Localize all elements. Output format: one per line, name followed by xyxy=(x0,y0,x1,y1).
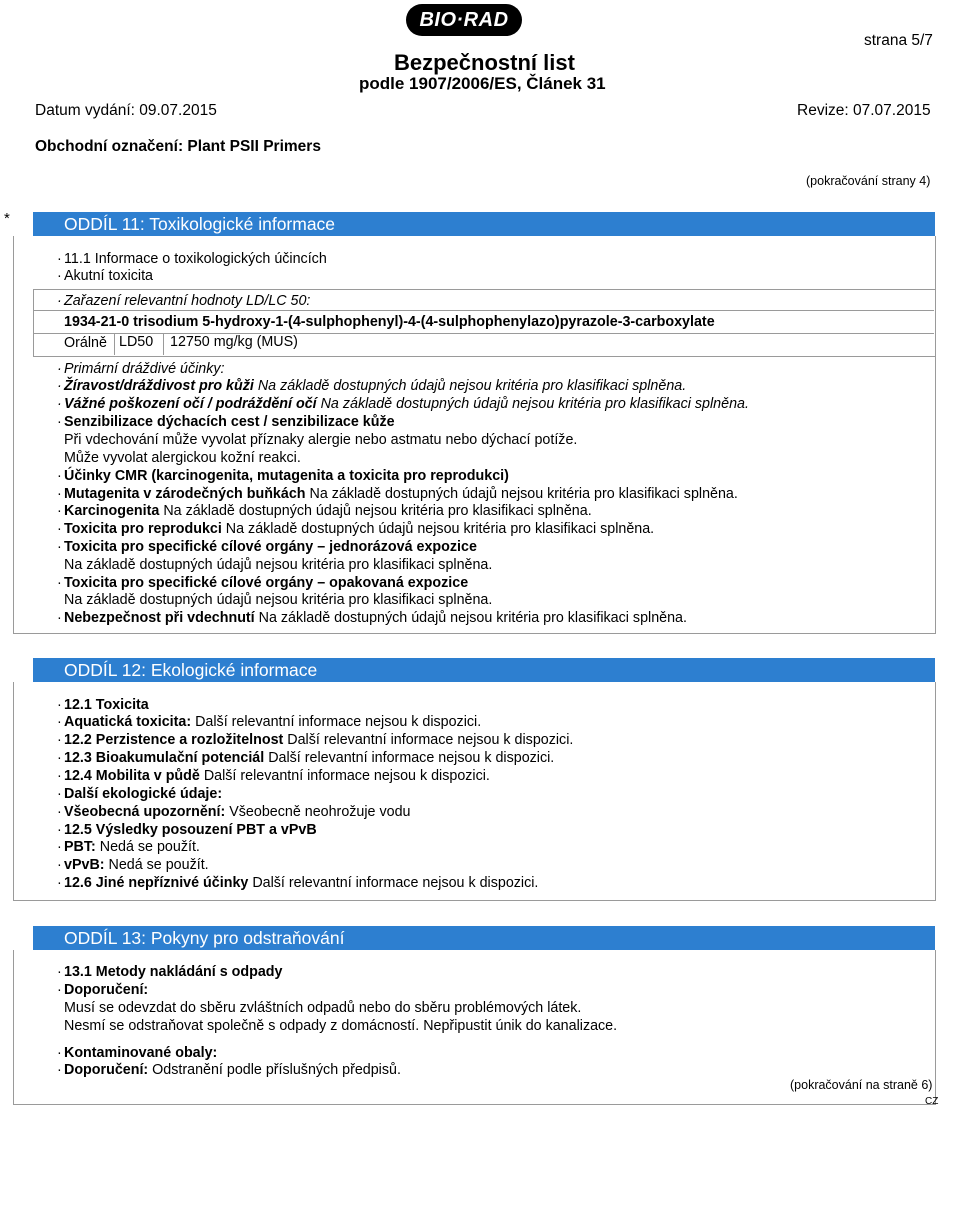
continued-on: (pokračování na straně 6) xyxy=(790,1078,933,1092)
stot-single: · Toxicita pro specifické cílové orgány – jednorázová expozice xyxy=(57,539,477,555)
ld50-value: 12750 mg/kg (MUS) xyxy=(170,334,298,350)
eye-damage: · Vážné poškození očí / podráždění očí Na základě dostupných údajů nejsou kritéria pro klasifikaci splněna. xyxy=(57,396,749,412)
section-13-heading: ODDÍL 13: Pokyny pro odstraňování xyxy=(33,926,935,950)
page-number: strana 5/7 xyxy=(864,32,933,49)
stot-repeated: · Toxicita pro specifické cílové orgány – opakovaná expozice xyxy=(57,575,469,591)
section-12-heading: ODDÍL 12: Ekologické informace xyxy=(33,658,935,682)
aquatic-toxicity: · Aquatická toxicita: Další relevantní informace nejsou k dispozici. xyxy=(57,714,482,730)
contaminated-packaging: · Kontaminované obaly: xyxy=(57,1045,218,1061)
vpvb: · vPvB: Nedá se použít. xyxy=(57,857,209,873)
persistence: · 12.2 Perzistence a rozložitelnost Další relevantní informace nejsou k dispozici. xyxy=(57,732,574,748)
recommendation: · Doporučení: xyxy=(57,982,149,998)
packaging-recommendation: · Doporučení: Odstranění podle příslušných předpisů. xyxy=(57,1062,401,1078)
mobility: · 12.4 Mobilita v půdě Další relevantní informace nejsou k dispozici. xyxy=(57,768,490,784)
sensitisation-text-1: Při vdechování může vyvolat příznaky alergie nebo astmatu nebo dýchací potíže. xyxy=(64,432,578,448)
ld50-substance: 1934-21-0 trisodium 5-hydroxy-1-(4-sulphophenyl)-4-(4-sulphophenylazo)pyrazole-3-carboxylate xyxy=(64,314,715,330)
language-code: CZ xyxy=(925,1096,939,1107)
table-divider-2 xyxy=(33,333,934,334)
cell-divider-2 xyxy=(163,333,164,355)
mutagenicity: · Mutagenita v zárodečných buňkách Na základě dostupných údajů nejsou kritéria pro klasifikaci splněna. xyxy=(57,486,738,502)
document-title: Bezpečnostní list xyxy=(394,50,575,75)
issue-date: Datum vydání: 09.07.2015 xyxy=(35,102,217,119)
toxicity: · 12.1 Toxicita xyxy=(57,697,149,713)
bioaccumulation: · 12.3 Bioakumulační potenciál Další relevantní informace nejsou k dispozici. xyxy=(57,750,555,766)
bio-rad-logo: BIO·RAD xyxy=(406,4,522,36)
primary-effects: · Primární dráždivé účinky: xyxy=(57,361,225,377)
pbt: · PBT: Nedá se použít. xyxy=(57,839,200,855)
recommendation-text-2: Nesmí se odstraňovat společně s odpady z domácností. Nepřipustit únik do kanalizace. xyxy=(64,1018,618,1034)
cell-divider xyxy=(114,333,115,355)
sec11-11-1: · 11.1 Informace o toxikologických účincích xyxy=(57,251,327,267)
other-eco: · Další ekologické údaje: xyxy=(57,786,223,802)
carcinogenicity: · Karcinogenita Na základě dostupných údajů nejsou kritéria pro klasifikaci splněna. xyxy=(57,503,592,519)
revision-date: Revize: 07.07.2015 xyxy=(797,102,931,119)
general-notes: · Všeobecná upozornění: Všeobecně neohrožuje vodu xyxy=(57,804,411,820)
cmr-effects: · Účinky CMR (karcinogenita, mutagenita a toxicita pro reprodukci) xyxy=(57,468,509,484)
revision-asterisk: * xyxy=(4,210,10,227)
ld50-route: Orálně xyxy=(64,335,107,351)
sec11-acute-toxicity: · Akutní toxicita xyxy=(57,268,153,284)
pbt-assessment: · 12.5 Výsledky posouzení PBT a vPvB xyxy=(57,822,317,838)
table-divider xyxy=(33,310,934,311)
stot-single-text: Na základě dostupných údajů nejsou kritéria pro klasifikaci splněna. xyxy=(64,557,493,573)
aspiration-hazard: · Nebezpečnost při vdechnutí Na základě dostupných údajů nejsou kritéria pro klasifikaci splněna. xyxy=(57,610,687,626)
trade-name: Obchodní označení: Plant PSII Primers xyxy=(35,138,321,155)
recommendation-text-1: Musí se odevzdat do sběru zvláštních odpadů nebo do sběru problémových látek. xyxy=(64,1000,582,1016)
section-11-heading: ODDÍL 11: Toxikologické informace xyxy=(33,212,935,236)
ld50-type: LD50 xyxy=(119,334,154,350)
ld50-label: · Zařazení relevantní hodnoty LD/LC 50: xyxy=(57,293,311,309)
skin-corrosion: · Žíravost/dráždivost pro kůži Na základě dostupných údajů nejsou kritéria pro klasifikaci splněna. xyxy=(57,378,687,394)
reproductive-toxicity: · Toxicita pro reprodukci Na základě dostupných údajů nejsou kritéria pro klasifikaci splněna. xyxy=(57,521,655,537)
continued-from: (pokračování strany 4) xyxy=(806,174,931,188)
document-subtitle: podle 1907/2006/ES, Článek 31 xyxy=(359,74,606,93)
sensitisation: · Senzibilizace dýchacích cest / senzibilizace kůže xyxy=(57,414,395,430)
other-adverse: · 12.6 Jiné nepříznivé účinky Další relevantní informace nejsou k dispozici. xyxy=(57,875,539,891)
sensitisation-text-2: Může vyvolat alergickou kožní reakci. xyxy=(64,450,301,466)
waste-methods: · 13.1 Metody nakládání s odpady xyxy=(57,964,283,980)
stot-repeated-text: Na základě dostupných údajů nejsou kritéria pro klasifikaci splněna. xyxy=(64,592,493,608)
